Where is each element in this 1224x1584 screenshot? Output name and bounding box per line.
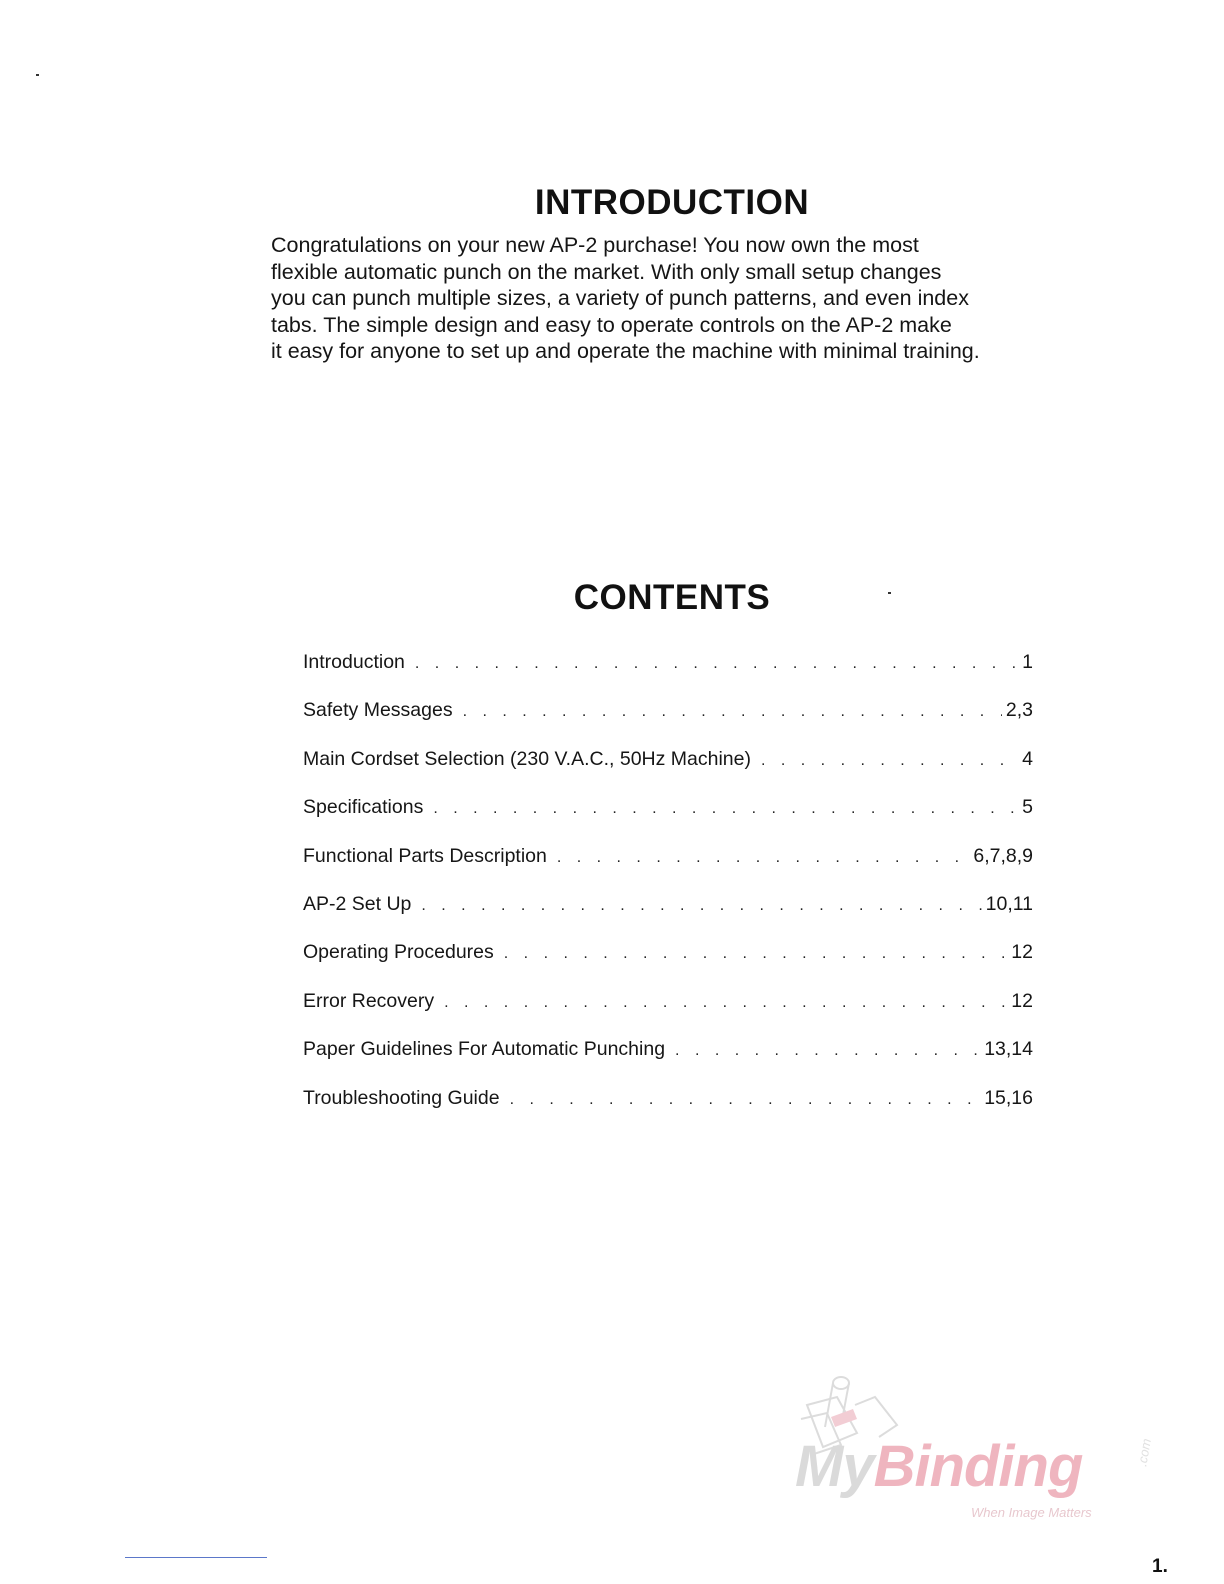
toc-entry	[303, 1087, 1033, 1135]
toc-entry	[303, 990, 1033, 1038]
introduction-line: it easy for anyone to set up and operate the machine with minimal training.	[271, 339, 980, 363]
toc-entry-label: Troubleshooting Guide	[303, 1086, 500, 1109]
introduction-line: flexible automatic punch on the market. With only small setup changes	[271, 259, 942, 284]
toc-entry-label: Safety Messages	[303, 699, 453, 722]
watermark-tagline: When Image Matters	[971, 1505, 1092, 1520]
toc-dot-leader	[444, 994, 1007, 1012]
toc-entry	[303, 651, 1033, 699]
toc-entry-label: Main Cordset Selection (230 V.A.C., 50Hz Machine)	[303, 747, 751, 770]
toc-dot-leader	[510, 1091, 981, 1109]
toc-entry-label: Introduction	[303, 651, 405, 673]
footer-rule	[125, 1557, 267, 1558]
page-number: 1.	[1152, 1556, 1168, 1577]
toc-dot-leader	[433, 800, 1018, 818]
toc-dot-leader	[557, 849, 970, 867]
scan-speck	[36, 74, 39, 76]
watermark-brand-plain: My	[795, 1434, 874, 1499]
toc-entry-label: Paper Guidelines For Automatic Punching	[303, 1038, 666, 1061]
toc-entry-page: 6,7,8,9	[973, 844, 1033, 867]
watermark-suffix: .com	[1134, 1437, 1154, 1468]
toc-dot-leader	[415, 655, 1018, 673]
introduction-line: tabs. The simple design and easy to operate controls on the AP-2 make	[271, 312, 952, 337]
toc-entry	[303, 748, 1033, 796]
toc-dot-leader	[504, 945, 1008, 963]
toc-entry	[303, 845, 1033, 893]
toc-entry	[303, 699, 1033, 747]
toc-entry-page: 15,16	[984, 1086, 1033, 1109]
toc-dot-leader	[761, 752, 1018, 770]
mybinding-watermark	[795, 1375, 1160, 1530]
toc-entry-page: 12	[1011, 989, 1033, 1012]
toc-entry-page: 13,14	[984, 1038, 1033, 1061]
toc-entry	[303, 1038, 1033, 1086]
toc-entry-page: 12	[1011, 941, 1033, 964]
watermark-brand	[795, 1433, 1082, 1500]
toc-entry	[303, 893, 1033, 941]
contents-heading: CONTENTS	[573, 578, 771, 617]
introduction-paragraph	[271, 232, 1081, 365]
toc-dot-leader	[675, 1042, 980, 1060]
toc-entry-label: Specifications	[303, 796, 424, 819]
toc-entry-page: 5	[1022, 796, 1033, 819]
watermark-brand-accent: Binding	[873, 1434, 1083, 1499]
toc-dot-leader	[463, 703, 1002, 721]
toc-entry-label: Operating Procedures	[303, 941, 494, 964]
introduction-heading: INTRODUCTION	[534, 183, 810, 222]
toc-entry	[303, 941, 1033, 989]
toc-dot-leader	[421, 897, 981, 915]
introduction-line: Congratulations on your new AP-2 purchase! You now own the most	[271, 233, 919, 257]
toc-entry-label: AP-2 Set Up	[303, 892, 412, 915]
toc-entry-page: 4	[1022, 747, 1033, 770]
table-of-contents	[303, 651, 1033, 1135]
introduction-line: you can punch multiple sizes, a variety of punch patterns, and even index	[271, 286, 969, 310]
toc-entry-label: Error Recovery	[303, 989, 435, 1012]
toc-entry-page: 10,11	[985, 892, 1033, 915]
toc-entry-label: Functional Parts Description	[303, 844, 547, 867]
toc-entry-page: 2,3	[1005, 699, 1033, 722]
toc-entry	[303, 796, 1033, 844]
toc-entry-page: 1	[1022, 651, 1033, 673]
